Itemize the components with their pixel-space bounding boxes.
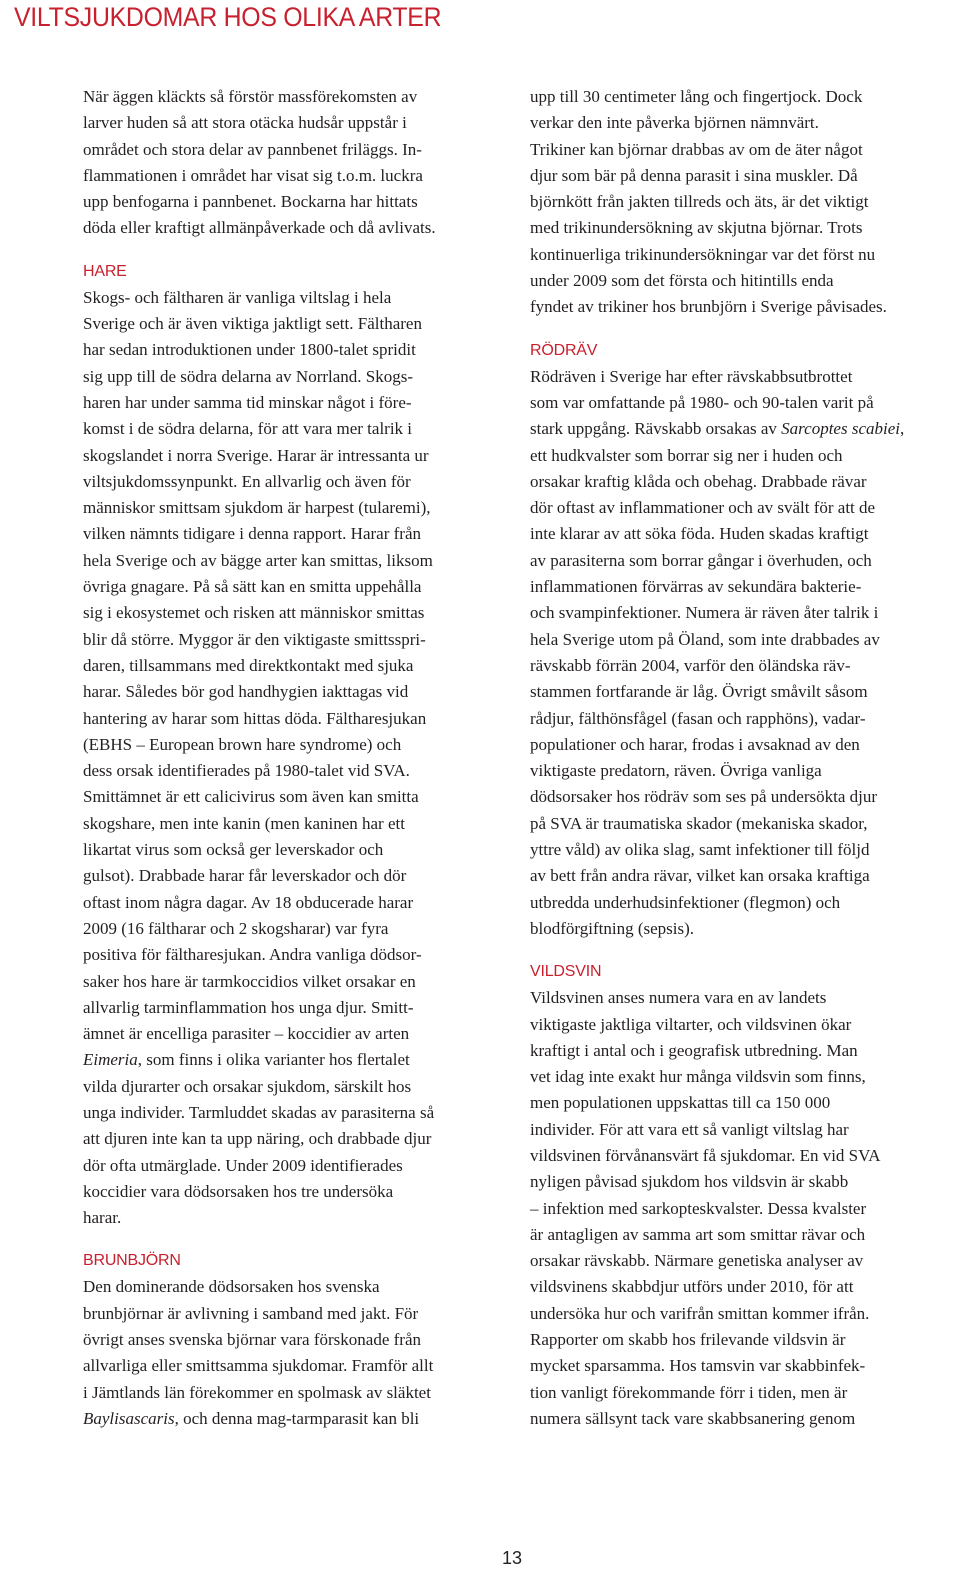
text-line: likartat virus som också ger leverskador och (83, 840, 384, 860)
text-line: larver huden så att stora otäcka hudsår uppstår i (83, 113, 407, 133)
text-line: inflammationen förvärras av sekundära bakterie- (530, 577, 862, 597)
section-heading-brunbjorn: BRUNBJÖRN (83, 1252, 181, 1270)
text-line: stammen fortfarande är låg. Övrigt småvilt såsom (530, 682, 868, 702)
text-line: ett hudkvalster som borrar sig ner i huden och (530, 445, 843, 465)
text-line: skogslandet i norra Sverige. Harar är intressanta ur (83, 445, 429, 465)
text-line: dör oftast av inflammationer och av svält för att de (530, 498, 876, 518)
text-line: Smittämnet är ett calicivirus som även kan smitta (83, 787, 419, 807)
text-line: Den dominerande dödsorsaken hos svenska (83, 1277, 380, 1297)
text-line: mycket sparsamma. Hos tamsvin var skabbinfek- (530, 1356, 866, 1376)
text-line: rådjur, fälthönsfågel (fasan och rapphöns), vadar- (530, 708, 866, 728)
text-line: orsakar kraftig klåda och obehag. Drabbade rävar (530, 471, 867, 491)
text-line: hela Sverige utom på Öland, som inte drabbades av (530, 629, 880, 649)
text-line: hela Sverige och av bägge arter kan smittas, liksom (83, 550, 433, 570)
text-line: dödsorsaker hos rödräv som ses på undersökta djur (530, 787, 878, 807)
text-line: är antagligen av samma art som smittar rävar och (530, 1224, 866, 1244)
text-line: numera sällsynt tack vare skabbsanering genom (530, 1408, 856, 1428)
text-line: harar. Således bör god handhygien iakttagas vid (83, 682, 409, 702)
text-line: upp benfogarna i pannbenet. Bockarna har hittats (83, 192, 418, 212)
text-line: När äggen kläckts så förstör massförekomsten av (83, 87, 418, 106)
text-line: flammationen i området har visat sig t.o.m. luckra (83, 165, 423, 185)
text-line: orsakar rävskabb. Närmare genetiska analyser av (530, 1251, 864, 1271)
text-line: allvarlig tarminflammation hos unga djur. Smitt- (83, 997, 414, 1017)
vildsvin-paragraph (530, 985, 950, 1432)
text-line: tion vanligt förekommande förr i tiden, men är (530, 1382, 848, 1402)
left-column (83, 84, 503, 1432)
text-line: dör ofta utmärglade. Under 2009 identifierades (83, 1155, 403, 1175)
text-line: Sverige och är även viktiga jaktligt sett. Fältharen (83, 314, 422, 334)
text-line: ämnet är encelliga parasiter – koccidier av arten (83, 1024, 410, 1044)
text-line: – infektion med sarkopteskvalster. Dessa kvalster (530, 1198, 867, 1218)
text-line: unga individer. Tarmluddet skadas av parasiterna så (83, 1102, 435, 1122)
brunbjorn-continued-paragraph (530, 84, 950, 321)
text-line: positiva för fältharesjukan. Andra vanliga dödsor- (83, 945, 422, 965)
text-line: viktigaste jaktliga viltarter, och vildsvinen ökar (530, 1014, 852, 1034)
right-column (530, 84, 950, 1432)
text-line: kraftigt i antal och i geografisk utbredning. Man (530, 1040, 858, 1060)
text-line: har sedan introduktionen under 1800-talet spridit (83, 340, 416, 360)
text-line: vildsvinens skabbdjur utförs under 2010, för att (530, 1277, 854, 1297)
hare-paragraph (83, 285, 503, 1232)
text-line: hantering av harar som hittas döda. Fältharesjukan (83, 708, 427, 728)
text-line: och svampinfektioner. Numera är räven åter talrik i (530, 603, 879, 623)
text-line: koccidier vara dödsorsaken hos tre undersöka (83, 1181, 394, 1201)
text-line: daren, tillsammans med direktkontakt med sjuka (83, 655, 414, 675)
text-line: (EBHS – European brown hare syndrome) och (83, 734, 402, 754)
section-heading-hare: HARE (83, 262, 127, 280)
text-line: kontinuerliga trikinundersökningar var det först nu (530, 244, 876, 264)
text-line: björnkött från jakten tillreds och äts, är det viktigt (530, 192, 869, 212)
species-name-eimeria: Eimeria (83, 1050, 138, 1070)
text-line: gulsot). Drabbade harar får leverskador och dör (83, 866, 407, 886)
text-line: Rödräven i Sverige har efter rävskabbsutbrottet (530, 366, 853, 386)
text-line: vet idag inte exakt hur många vildsvin som finns, (530, 1067, 866, 1087)
text-line: Skogs- och fältharen är vanliga viltslag i hela (83, 287, 392, 307)
text-line: populationer och harar, frodas i avsaknad av den (530, 734, 860, 754)
text-line: under 2009 som det första och hitintills enda (530, 271, 834, 291)
text-line: undersöka hur och varifrån smittan kommer ifrån. (530, 1303, 870, 1323)
text-line: med trikinundersökning av skjutna björnar. Trots (530, 218, 863, 238)
text-line: vilken nämnts tidigare i denna rapport. Harar från (83, 524, 421, 544)
page-header-title: VILTSJUKDOMAR HOS OLIKA ARTER (14, 2, 442, 32)
text-line: upp till 30 centimeter lång och fingertjock. Dock (530, 87, 863, 106)
species-name-sarcoptes: Sarcoptes scabiei (781, 419, 900, 439)
text-line: av parasiterna som borrar gångar i överhuden, och (530, 550, 872, 570)
text-line: Vildsvinen anses numera vara en av landets (530, 988, 827, 1008)
text-fragment: stark uppgång. Rävskabb orsakas av (530, 419, 782, 439)
brunbjorn-paragraph (83, 1274, 503, 1432)
text-line: blodförgiftning (sepsis). (530, 918, 695, 938)
text-line: fyndet av trikiner hos brunbjörn i Sverige påvisades. (530, 297, 887, 317)
text-line: Trikiner kan björnar drabbas av om de äter något (530, 139, 863, 159)
text-line: utbredda underhudsinfektioner (flegmon) och (530, 892, 841, 912)
rodrav-paragraph (530, 364, 950, 943)
text-line: på SVA är traumatiska skador (mekaniska skador, (530, 813, 868, 833)
text-line: viltsjukdomssynpunkt. En allvarlig och även för (83, 471, 411, 491)
text-line: rävskabb förrän 2004, varför den öländska räv- (530, 655, 851, 675)
section-heading-vildsvin: VILDSVIN (530, 963, 602, 981)
text-line: komst i de södra delarna, för att vara mer talrik i (83, 419, 413, 439)
text-line: övrigt anses svenska björnar vara förskonade från (83, 1330, 421, 1350)
text-line: oftast inom några dagar. Av 18 obducerade harar (83, 892, 414, 912)
text-line: dess orsak identifierades på 1980-talet vid SVA. (83, 761, 410, 781)
text-fragment: , som finns i olika varianter hos flertalet (137, 1050, 410, 1070)
text-line: i Jämtlands län förekommer en spolmask av släktet (83, 1382, 431, 1402)
text-line: harar. (83, 1208, 122, 1228)
text-line: viktigaste predatorn, räven. Övriga vanliga (530, 761, 822, 781)
text-fragment: , (900, 419, 905, 439)
text-line: av bett från andra rävar, vilket kan orsaka kraftiga (530, 866, 870, 886)
text-line (530, 416, 950, 442)
text-line: döda eller kraftigt allmänpåverkade och då avlivats. (83, 218, 436, 238)
text-line: sig upp till de södra delarna av Norrland. Skogs- (83, 366, 414, 386)
page-number: 13 (501, 1548, 523, 1568)
section-heading-rodrav: RÖDRÄV (530, 341, 598, 359)
text-line: övriga gnagare. På så sätt kan en smitta uppehålla (83, 577, 422, 597)
intro-paragraph (83, 84, 503, 242)
text-line: området och stora delar av pannbenet friläggs. In- (83, 139, 422, 159)
text-line: Rapporter om skabb hos frilevande vildsvin är (530, 1330, 846, 1350)
text-line: vildsvinen förvånansvärt få sjukdomar. En vid SVA (530, 1145, 881, 1165)
text-line: yttre våld) av olika slag, samt infektioner till följd (530, 840, 870, 860)
text-line: men populationen uppskattas till ca 150 000 (530, 1093, 831, 1113)
text-line: 2009 (16 fältharar och 2 skogsharar) var fyra (83, 918, 389, 938)
text-line: sig i ekosystemet och risken att människor smittas (83, 603, 425, 623)
text-fragment: , och denna mag-tarmparasit kan bli (174, 1408, 420, 1428)
text-line: inte klarar av att söka föda. Huden skadas kraftigt (530, 524, 869, 544)
text-line: djur som bär på denna parasit i sina muskler. Då (530, 165, 858, 185)
text-line: brunbjörnar är avlivning i samband med jakt. För (83, 1303, 419, 1323)
text-line: verkar den inte påverka björnen nämnvärt. (530, 113, 819, 133)
text-line: allvarliga eller smittsamma sjukdomar. Framför allt (83, 1356, 434, 1376)
text-line: att djuren inte kan ta upp näring, och drabbade djur (83, 1129, 432, 1149)
genus-name-baylisascaris: Baylisascaris (83, 1408, 175, 1428)
text-line: haren har under samma tid minskar något i före- (83, 392, 412, 412)
text-line (83, 1406, 503, 1432)
text-line: blir då större. Myggor är den viktigaste smittsspri- (83, 629, 426, 649)
text-line: saker hos hare är tarmkoccidios vilket orsakar en (83, 971, 416, 991)
text-line: vilda djurarter och orsakar sjukdom, särskilt hos (83, 1076, 412, 1096)
text-line: individer. För att vara ett så vanligt viltslag har (530, 1119, 849, 1139)
text-line (83, 1047, 503, 1073)
text-line: människor smittsam sjukdom är harpest (tularemi), (83, 498, 431, 518)
text-line: som var omfattande på 1980- och 90-talen varit på (530, 392, 874, 412)
text-line: skogshare, men inte kanin (men kaninen har ett (83, 813, 405, 833)
text-line: nyligen påvisad sjukdom hos vildsvin är skabb (530, 1172, 849, 1192)
